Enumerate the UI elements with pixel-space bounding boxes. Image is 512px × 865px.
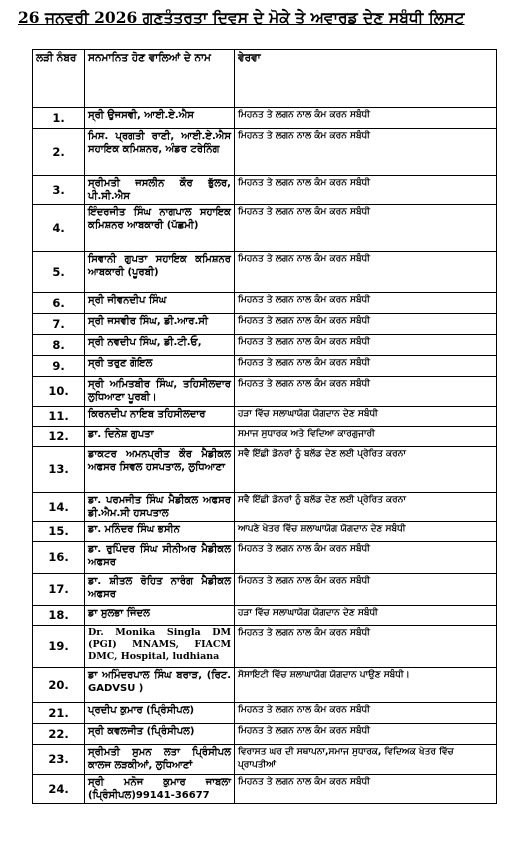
header-details: ਵੇਰਵਾ	[235, 50, 497, 108]
table-row	[33, 377, 497, 407]
award-detail: ਮਿਹਨਤ ਤੇ ਲਗਨ ਨਾਲ ਕੰਮ ਕਰਨ ਸਬੰਧੀ	[235, 574, 497, 606]
table-row	[33, 356, 497, 377]
recipient-name: ਸ੍ਰੀਮਤੀ ਸੁਮਨ ਲਤਾ ਪ੍ਰਿੰਸੀਪਲ ਕਾਲਜ ਲੜਕੀਆਂ, ਲੁਧਿਆਣਾਂ	[85, 745, 235, 775]
recipient-name: Dr. Monika Singla DM (PGI) MNAMS, FIACM DMC, Hospital, ludhiana	[85, 626, 235, 668]
serial-number: 2.	[33, 129, 85, 176]
recipient-name: ਸ੍ਰੀ ਨਵਦੀਪ ਸਿੰਘ, ਡੀ.ਟੀ.ਓ,	[85, 335, 235, 356]
serial-number: 14.	[33, 493, 85, 522]
recipient-name: ਸ੍ਰੀਮਤੀ ਜਸਲੀਨ ਕੌਰ ਭੁੱਲਰ, ਪੀ.ਸੀ.ਐਸ	[85, 176, 235, 205]
recipient-name: ਸ੍ਰੀ ਜਸਵੀਰ ਸਿੰਘ, ਡੀ.ਆਰ.ਸੀ	[85, 314, 235, 335]
table-row	[33, 447, 497, 493]
serial-number: 21.	[33, 703, 85, 724]
table-row	[33, 293, 497, 314]
table-row	[33, 668, 497, 703]
award-detail: ਮਿਹਨਤ ਤੇ ਲਗਨ ਨਾਲ ਕੰਮ ਕਰਨ ਸਬੰਧੀ	[235, 626, 497, 668]
serial-number: 16.	[33, 542, 85, 574]
serial-number: 1.	[33, 108, 85, 129]
recipient-name: ਡਾਕਟਰ ਅਮਨਪ੍ਰੀਤ ਕੌਰ ਮੈਡੀਕਲ ਅਫਸਰ ਸਿਵਲ ਹਸਪਤਾਲ, ਲੁਧਿਆਣਾ	[85, 447, 235, 493]
award-detail: ਮਿਹਨਤ ਤੇ ਲਗਨ ਨਾਲ ਕੰਮ ਕਰਨ ਸਬੰਧੀ	[235, 775, 497, 804]
award-detail: ਮਿਹਨਤ ਤੇ ਲਗਨ ਨਾਲ ਕੰਮ ਕਰਨ ਸਬੰਧੀ	[235, 703, 497, 724]
table-header-row	[33, 50, 497, 108]
recipient-name: ਸ੍ਰੀ ਕਵਲਜੀਤ (ਪ੍ਰਿੰਸੀਪਲ)	[85, 724, 235, 745]
award-detail: ਮਿਹਨਤ ਤੇ ਲਗਨ ਨਾਲ ਕੰਮ ਕਰਨ ਸਬੰਧੀ	[235, 724, 497, 745]
serial-number: 20.	[33, 668, 85, 703]
table-row	[33, 407, 497, 427]
table-row	[33, 493, 497, 522]
serial-number: 24.	[33, 775, 85, 804]
recipient-name: ਡਾ ਅਮਿੰਦਰਪਾਲ ਸਿੰਘ ਬਰਾੜ, (ਰਿਟ. GADVSU )	[85, 668, 235, 703]
serial-number: 7.	[33, 314, 85, 335]
table-row	[33, 626, 497, 668]
award-detail: ਮਿਹਨਤ ਤੇ ਲਗਨ ਨਾਲ ਕੰਮ ਕਰਨ ਸਬੰਧੀ	[235, 356, 497, 377]
table-row	[33, 724, 497, 745]
recipient-name: ਡਾ. ਮਨਿੰਦਰ ਸਿੰਘ ਭਸੀਨ	[85, 522, 235, 542]
serial-number: 5.	[33, 252, 85, 293]
table-row	[33, 542, 497, 574]
table-row	[33, 314, 497, 335]
table-row	[33, 703, 497, 724]
recipient-name: ਸ੍ਰੀ ਉਜਸਵੀ, ਆਈ.ਏ.ਐਸ	[85, 108, 235, 129]
header-serial-number: ਲੜੀ ਨੰਬਰ	[33, 50, 85, 108]
award-detail: ਸੋਸਾਇਟੀ ਵਿੱਚ ਸ਼ਲਾਘਾਯੋਗ ਯੋਗਦਾਨ ਪਾਉਣ ਸਬੰਧੀ।	[235, 668, 497, 703]
serial-number: 6.	[33, 293, 85, 314]
serial-number: 12.	[33, 427, 85, 447]
recipient-name: ਡਾ. ਸ਼ੀਤਲ ਰੋਹਿਤ ਨਾਰੰਗ ਮੈਡੀਕਲ ਅਫਸਰ	[85, 574, 235, 606]
award-detail: ਹੜਾ ਵਿੱਚ ਸਲਾਘਾਯੋਗ ਯੋਗਦਾਨ ਦੇਣ ਸਬੰਧੀ	[235, 407, 497, 427]
recipient-name: ਡਾ. ਦਿਨੇਸ਼ ਗੁਪਤਾ	[85, 427, 235, 447]
table-row	[33, 745, 497, 775]
award-detail: ਮਿਹਨਤ ਤੇ ਲਗਨ ਨਾਲ ਕੰਮ ਕਰਨ ਸਬੰਧੀ	[235, 542, 497, 574]
recipient-name: ਇੰਦਰਜੀਤ ਸਿੰਘ ਨਾਗਪਾਲ ਸਹਾਇਕ ਕਮਿਸ਼ਨਰ ਆਬਕਾਰੀ (ਪੱਛਮੀ)	[85, 205, 235, 252]
serial-number: 10.	[33, 377, 85, 407]
recipient-name: ਸ੍ਰੀ ਤਰੁਣ ਗੋਇਲ	[85, 356, 235, 377]
table-row	[33, 606, 497, 626]
table-row	[33, 205, 497, 252]
table-row	[33, 129, 497, 176]
award-detail: ਮਿਹਨਤ ਤੇ ਲਗਨ ਨਾਲ ਕੰਮ ਕਰਨ ਸਬੰਧੀ	[235, 129, 497, 176]
table-row	[33, 427, 497, 447]
recipient-name: ਸ੍ਰੀ ਮਨੋਜ ਕੁਮਾਰ ਜਾਬਲਾ (ਪ੍ਰਿੰਸੀਪਲ)99141-36677	[85, 775, 235, 804]
recipient-name: ਮਿਸ. ਪ੍ਰਗਤੀ ਰਾਣੀ, ਆਈ.ਏ.ਐਸ ਸਹਾਇਕ ਕਮਿਸ਼ਨਰ, ਅੰਡਰ ਟਰੇਨਿੰਗ	[85, 129, 235, 176]
table-row	[33, 574, 497, 606]
serial-number: 8.	[33, 335, 85, 356]
recipient-name: ਸ੍ਰੀ ਅਮਿਤਬੀਰ ਸਿੰਘ, ਤਹਿਸੀਲਦਾਰ ਲੁਧਿਆਣਾ ਪੂਰਬੀ।	[85, 377, 235, 407]
serial-number: 23.	[33, 745, 85, 775]
serial-number: 19.	[33, 626, 85, 668]
award-detail: ਮਿਹਨਤ ਤੇ ਲਗਨ ਨਾਲ ਕੰਮ ਕਰਨ ਸਬੰਧੀ	[235, 377, 497, 407]
award-detail: ਹੜਾ ਵਿੱਚ ਸਲਾਘਾਯੋਗ ਯੋਗਦਾਨ ਦੇਣ ਸਬੰਧੀ	[235, 606, 497, 626]
table-row	[33, 176, 497, 205]
recipient-name: ਸਿਵਾਨੀ ਗੁਪਤਾ ਸਹਾਇਕ ਕਮਿਸ਼ਨਰ ਆਬਕਾਰੀ (ਪੂਰਬੀ)	[85, 252, 235, 293]
header-recipient-name: ਸਨਮਾਨਿਤ ਹੋਣ ਵਾਲਿਆਂ ਦੇ ਨਾਮ	[85, 50, 235, 108]
serial-number: 11.	[33, 407, 85, 427]
award-detail: ਮਿਹਨਤ ਤੇ ਲਗਨ ਨਾਲ ਕੰਮ ਕਰਨ ਸਬੰਧੀ	[235, 335, 497, 356]
recipient-name: ਕਿਰਨਦੀਪ ਨਾਇਬ ਤਹਿਸੀਲਦਾਰ	[85, 407, 235, 427]
award-detail: ਸਮਾਜ ਸੁਧਾਰਕ ਅਤੇ ਵਿਦਿਆ ਕਾਰਗੁਜਾਰੀ	[235, 427, 497, 447]
award-detail: ਮਿਹਨਤ ਤੇ ਲਗਨ ਨਾਲ ਕੰਮ ਕਰਨ ਸਬੰਧੀ	[235, 314, 497, 335]
award-detail: ਆਪਣੇ ਖੇਤਰ ਵਿੱਚ ਸ਼ਲਾਘਾਯੋਗ ਯੋਗਦਾਨ ਦੇਣ ਸਬੰਧੀ	[235, 522, 497, 542]
serial-number: 18.	[33, 606, 85, 626]
recipient-name: ਸ੍ਰੀ ਜੀਵਨਦੀਪ ਸਿੰਘ	[85, 293, 235, 314]
page-title: 26 ਜਨਵਰੀ 2026 ਗਣਤੰਤਰਤਾ ਦਿਵਸ ਦੇ ਮੋਕੇ ਤੇ ਅਵਾਰਡ ਦੇਣ ਸਬੰਧੀ ਲਿਸਟ	[18, 8, 465, 27]
award-detail: ਮਿਹਨਤ ਤੇ ਲਗਨ ਨਾਲ ਕੰਮ ਕਰਨ ਸਬੰਧੀ	[235, 252, 497, 293]
table-row	[33, 335, 497, 356]
table-row	[33, 522, 497, 542]
award-detail: ਸਵੈ ਇੱਛੀ ਡੋਨਰਾਂ ਨੂੰ ਬਲੱਡ ਦੇਣ ਲਈ ਪ੍ਰੇਰਿਤ ਕਰਨਾ	[235, 447, 497, 493]
award-detail: ਮਿਹਨਤ ਤੇ ਲਗਨ ਨਾਲ ਕੰਮ ਕਰਨ ਸਬੰਧੀ	[235, 176, 497, 205]
serial-number: 3.	[33, 176, 85, 205]
award-detail: ਸਵੈ ਇੱਛੀ ਡੋਨਰਾਂ ਨੂੰ ਬਲੱਡ ਦੇਣ ਲਈ ਪ੍ਰੇਰਿਤ ਕਰਨਾ	[235, 493, 497, 522]
serial-number: 4.	[33, 205, 85, 252]
serial-number: 15.	[33, 522, 85, 542]
table-row	[33, 775, 497, 804]
award-detail: ਵਿਰਾਸਤ ਘਰ ਦੀ ਸਥਾਪਨਾ,ਸਮਾਜ ਸੁਧਾਰਕ, ਵਿਦਿਅਕ ਖੇਤਰ ਵਿੱਚ ਪ੍ਰਾਪਤੀਆਂ	[235, 745, 497, 775]
serial-number: 9.	[33, 356, 85, 377]
recipient-name: ਡਾ ਸੁਲਭਾ ਜਿੰਦਲ	[85, 606, 235, 626]
award-detail: ਮਿਹਨਤ ਤੇ ਲਗਨ ਨਾਲ ਕੰਮ ਕਰਨ ਸਬੰਧੀ	[235, 108, 497, 129]
serial-number: 22.	[33, 724, 85, 745]
award-detail: ਮਿਹਨਤ ਤੇ ਲਗਨ ਨਾਲ ਕੰਮ ਕਰਨ ਸਬੰਧੀ	[235, 293, 497, 314]
table-row	[33, 252, 497, 293]
awards-table	[32, 49, 497, 804]
recipient-name: ਪ੍ਰਦੀਪ ਕੁਮਾਰ (ਪ੍ਰਿੰਸੀਪਲ)	[85, 703, 235, 724]
award-detail: ਮਿਹਨਤ ਤੇ ਲਗਨ ਨਾਲ ਕੰਮ ਕਰਨ ਸਬੰਧੀ	[235, 205, 497, 252]
serial-number: 13.	[33, 447, 85, 493]
table-row	[33, 108, 497, 129]
recipient-name: ਡਾ. ਪਰਮਜੀਤ ਸਿੰਘ ਮੈਡੀਕਲ ਅਫਸਰ ਡੀ.ਐਮ.ਸੀ ਹਸਪਤਾਲ	[85, 493, 235, 522]
serial-number: 17.	[33, 574, 85, 606]
recipient-name: ਡਾ. ਰੁਪਿੰਦਰ ਸਿੰਘ ਸੀਨੀਅਰ ਮੈਡੀਕਲ ਅਫਸਰ	[85, 542, 235, 574]
